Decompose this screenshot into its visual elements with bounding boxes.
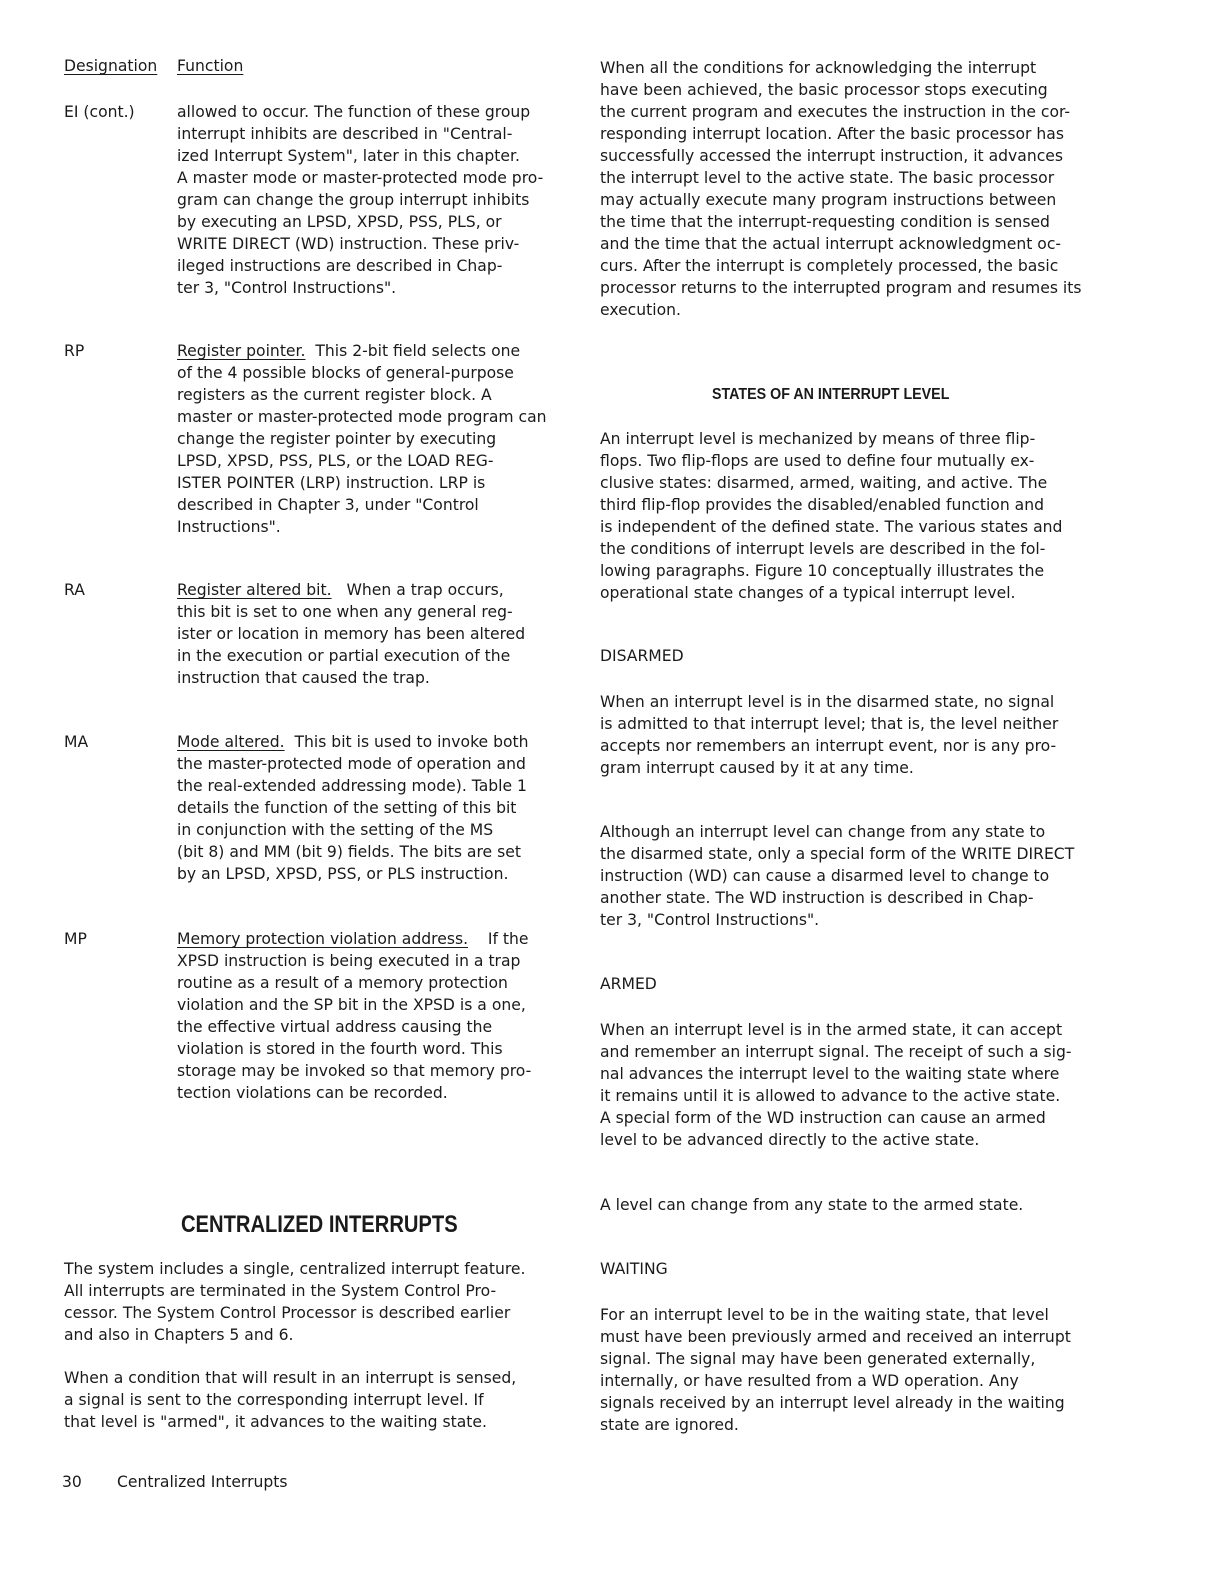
entry-title: Memory protection violation address. xyxy=(177,930,469,948)
waiting-paragraph xyxy=(600,1304,1090,1436)
text-line: the real-extended addressing mode). Table 1 xyxy=(177,777,527,795)
text-line: in the execution or partial execution of the xyxy=(177,647,511,665)
subheading-armed: ARMED xyxy=(600,975,657,993)
entry-term-ra: RA xyxy=(64,581,85,599)
text-line: ister or location in memory has been altered xyxy=(177,625,526,643)
disarmed-paragraph-2 xyxy=(600,821,1090,931)
text-line: another state. The WD instruction is described in Chap- xyxy=(600,889,1034,907)
function-header: Function xyxy=(177,57,244,75)
armed-paragraph-1 xyxy=(600,1019,1090,1151)
entry-term-mp: MP xyxy=(64,930,87,948)
text-line: is admitted to that interrupt level; that is, the level neither xyxy=(600,715,1059,733)
text-line: the interrupt level to the active state. The basic processor xyxy=(600,169,1055,187)
text-line: violation is stored in the fourth word. This xyxy=(177,1040,503,1058)
text-line: storage may be invoked so that memory pro- xyxy=(177,1062,532,1080)
entry-definition-ma xyxy=(177,731,547,885)
text-line: master or master-protected mode program can xyxy=(177,408,547,426)
text-line: the conditions of interrupt levels are described in the fol- xyxy=(600,540,1046,558)
text-line: An interrupt level is mechanized by means of three flip- xyxy=(600,430,1036,448)
text-line: When all the conditions for acknowledging the interrupt xyxy=(600,59,1037,77)
text-line: signal. The signal may have been generated externally, xyxy=(600,1350,1036,1368)
entry-first-line: Register pointer. This 2-bit field selects one xyxy=(177,342,521,360)
text-line: have been achieved, the basic processor stops executing xyxy=(600,81,1048,99)
text-line: nal advances the interrupt level to the waiting state where xyxy=(600,1065,1060,1083)
text-line: that level is "armed", it advances to the waiting state. xyxy=(64,1413,487,1431)
text-line: it remains until it is allowed to advance to the active state. xyxy=(600,1087,1061,1105)
page-number: 30 xyxy=(62,1473,82,1491)
text-line: change the register pointer by executing xyxy=(177,430,497,448)
text-line: routine as a result of a memory protection xyxy=(177,974,508,992)
text-line: WRITE DIRECT (WD) instruction. These priv- xyxy=(177,235,520,253)
text-line: must have been previously armed and received an interrupt xyxy=(600,1328,1071,1346)
centralized-paragraph-2 xyxy=(64,1367,544,1433)
text-line: interrupt inhibits are described in "Central- xyxy=(177,125,513,143)
entry-first-line: Register altered bit. When a trap occurs, xyxy=(177,581,504,599)
text-line: registers as the current register block. A xyxy=(177,386,492,404)
text-line: All interrupts are terminated in the System Control Pro- xyxy=(64,1282,497,1300)
text-line: a signal is sent to the corresponding interrupt level. If xyxy=(64,1391,484,1409)
text-line: XPSD instruction is being executed in a trap xyxy=(177,952,521,970)
text-line: When an interrupt level is in the armed state, it can accept xyxy=(600,1021,1063,1039)
text-line: the master-protected mode of operation and xyxy=(177,755,526,773)
text-line: responding interrupt location. After the basic processor has xyxy=(600,125,1064,143)
text-line: clusive states: disarmed, armed, waiting, and active. The xyxy=(600,474,1048,492)
disarmed-paragraph-1 xyxy=(600,691,1090,779)
text-line: and the time that the actual interrupt acknowledgment oc- xyxy=(600,235,1062,253)
text-line: the time that the interrupt-requesting condition is sensed xyxy=(600,213,1050,231)
text-line: third flip-flop provides the disabled/enabled function and xyxy=(600,496,1045,514)
text-line: level to be advanced directly to the active state. xyxy=(600,1131,980,1149)
footer-section-title: Centralized Interrupts xyxy=(117,1473,288,1491)
text-line: processor returns to the interrupted program and resumes its xyxy=(600,279,1082,297)
text-line: accepts nor remembers an interrupt event, nor is any pro- xyxy=(600,737,1057,755)
text-line: the disarmed state, only a special form of the WRITE DIRECT xyxy=(600,845,1075,863)
entry-first-line: Mode altered. This bit is used to invoke both xyxy=(177,733,529,751)
text-line: state are ignored. xyxy=(600,1416,739,1434)
text-line: ileged instructions are described in Chap- xyxy=(177,257,503,275)
section-heading-centralized-interrupts: CENTRALIZED INTERRUPTS xyxy=(181,1211,458,1238)
text-line: A special form of the WD instruction can cause an armed xyxy=(600,1109,1046,1127)
text-line: execution. xyxy=(600,301,681,319)
entry-definition-rp xyxy=(177,340,547,538)
text-line: lowing paragraphs. Figure 10 conceptually illustrates the xyxy=(600,562,1045,580)
text-line: signals received by an interrupt level already in the waiting xyxy=(600,1394,1065,1412)
text-line: described in Chapter 3, under "Control xyxy=(177,496,479,514)
text-line: by executing an LPSD, XPSD, PSS, PLS, or xyxy=(177,213,502,231)
text-line: ized Interrupt System", later in this chapter. xyxy=(177,147,520,165)
entry-title: Register pointer. xyxy=(177,342,306,360)
armed-paragraph-2 xyxy=(600,1194,1090,1216)
text-line: gram can change the group interrupt inhibits xyxy=(177,191,530,209)
text-line: gram interrupt caused by it at any time. xyxy=(600,759,914,777)
entry-definition-ei xyxy=(177,101,547,299)
text-line: instruction that caused the trap. xyxy=(177,669,430,687)
text-line: details the function of the setting of this bit xyxy=(177,799,517,817)
subheading-disarmed: DISARMED xyxy=(600,647,684,665)
text-line: in conjunction with the setting of the MS xyxy=(177,821,494,839)
text-line: and also in Chapters 5 and 6. xyxy=(64,1326,294,1344)
subheading-waiting: WAITING xyxy=(600,1260,668,1278)
entry-title: Mode altered. xyxy=(177,733,285,751)
text-line: When an interrupt level is in the disarmed state, no signal xyxy=(600,693,1055,711)
text-line: A level can change from any state to the armed state. xyxy=(600,1196,1024,1214)
text-line: successfully accessed the interrupt instruction, it advances xyxy=(600,147,1064,165)
text-line: flops. Two flip-flops are used to define four mutually ex- xyxy=(600,452,1035,470)
text-line: the current program and executes the instruction in the cor- xyxy=(600,103,1071,121)
text-line: Although an interrupt level can change from any state to xyxy=(600,823,1046,841)
text-line: operational state changes of a typical interrupt level. xyxy=(600,584,1016,602)
text-line: tection violations can be recorded. xyxy=(177,1084,448,1102)
text-line: instruction (WD) can cause a disarmed level to change to xyxy=(600,867,1050,885)
text-line: A master mode or master-protected mode pro- xyxy=(177,169,544,187)
entry-title: Register altered bit. xyxy=(177,581,332,599)
text-line: The system includes a single, centralized interrupt feature. xyxy=(64,1260,526,1278)
text-line: internally, or have resulted from a WD operation. Any xyxy=(600,1372,1019,1390)
entry-term-ma: MA xyxy=(64,733,89,751)
section-heading-states: STATES OF AN INTERRUPT LEVEL xyxy=(712,386,950,403)
text-line: Instructions". xyxy=(177,518,281,536)
text-line: curs. After the interrupt is completely processed, the basic xyxy=(600,257,1059,275)
entry-definition-ra xyxy=(177,579,547,689)
text-line: allowed to occur. The function of these group xyxy=(177,103,531,121)
text-line: LPSD, XPSD, PSS, PLS, or the LOAD REG- xyxy=(177,452,494,470)
text-line: of the 4 possible blocks of general-purpose xyxy=(177,364,514,382)
text-line: violation and the SP bit in the XPSD is a one, xyxy=(177,996,526,1014)
text-line: ter 3, "Control Instructions". xyxy=(600,911,820,929)
text-line: (bit 8) and MM (bit 9) fields. The bits are set xyxy=(177,843,521,861)
states-paragraph xyxy=(600,428,1090,604)
text-line: the effective virtual address causing the xyxy=(177,1018,493,1036)
text-line: and remember an interrupt signal. The receipt of such a sig- xyxy=(600,1043,1072,1061)
text-line: this bit is set to one when any general reg- xyxy=(177,603,513,621)
text-line: is independent of the defined state. The various states and xyxy=(600,518,1063,536)
entry-first-line: Memory protection violation address. If the xyxy=(177,930,529,948)
text-line: For an interrupt level to be in the waiting state, that level xyxy=(600,1306,1049,1324)
acknowledgment-paragraph xyxy=(600,57,1090,321)
text-line: ISTER POINTER (LRP) instruction. LRP is xyxy=(177,474,486,492)
designation-header: Designation xyxy=(64,57,158,75)
entry-term-rp: RP xyxy=(64,342,85,360)
text-line: by an LPSD, XPSD, PSS, or PLS instruction. xyxy=(177,865,509,883)
text-line: cessor. The System Control Processor is described earlier xyxy=(64,1304,511,1322)
text-line: When a condition that will result in an interrupt is sensed, xyxy=(64,1369,517,1387)
text-line: ter 3, "Control Instructions". xyxy=(177,279,397,297)
entry-definition-mp xyxy=(177,928,547,1104)
text-line: may actually execute many program instructions between xyxy=(600,191,1057,209)
entry-term-ei: EI (cont.) xyxy=(64,103,135,121)
centralized-paragraph-1 xyxy=(64,1258,544,1346)
